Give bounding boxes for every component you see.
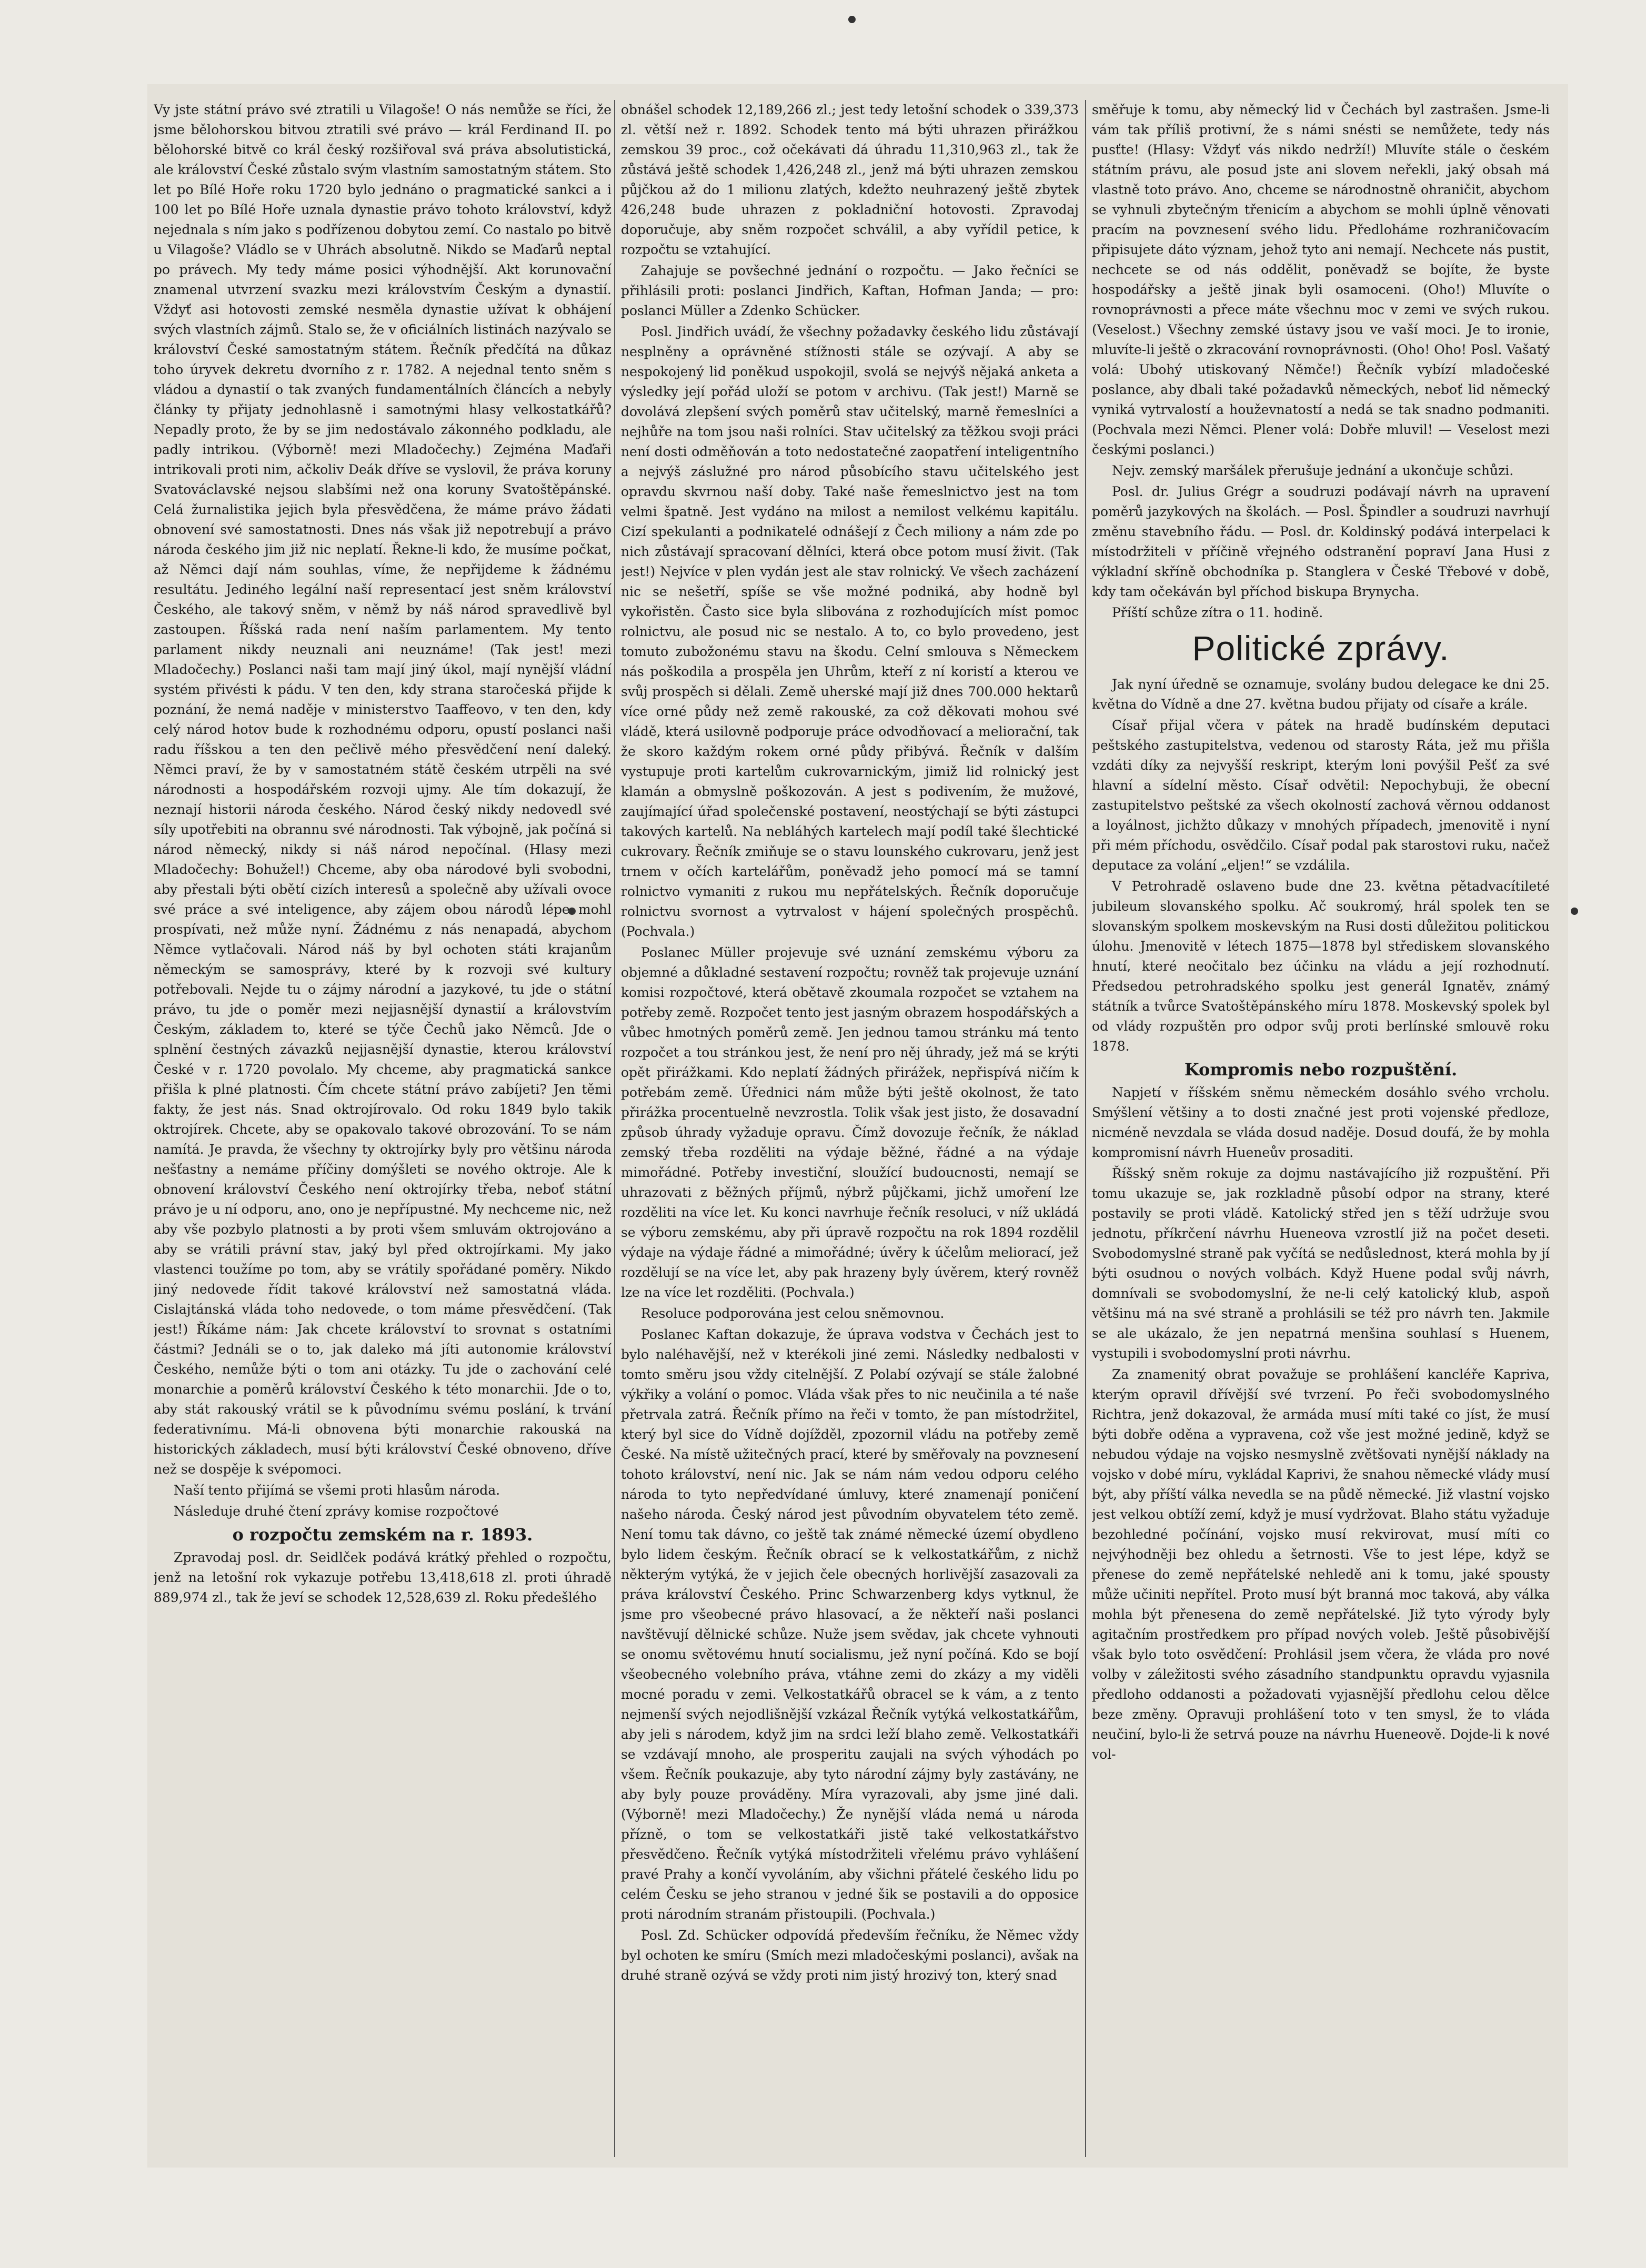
article-heading: o rozpočtu zemském na r. 1893.: [232, 1525, 533, 1545]
article-paragraph: Za znamenitý obrat považuje se prohlášení kancléře Kapriva, kterým opravil dřívější své tvrzení. Po řeči svobodomyslného Richtra, jenž dokazoval, že armáda musí míti také co jíst, že musí býti dobře oděna a vypravena, což vše jest možné jedině, když se nebudou výdaje na vojsko nesmyslně zvětšovati nynější náklady na vojsko v dobé míru, vykládal Kaprivi, že snahou německé vlády musí být, aby příští válka nevedla se na půdě německé. Již vlastní vojsko jest velkou obtíží zemí, když je musí vydržovat. Blaho státu vyžaduje bezohledné počínání, vojsko musí rekvirovat, musí míti co nejvýhodněji bez ohledu a šetrnosti. Vše to jest lépe, když se přenese do země nepřátelské nehledě ani k tomu, jaké spousty může učiniti nepřítel. Proto musí být branná moc taková, aby válka mohla být přenesena do země nepřátelské. Již tyto výrody byly agitačním prostředkem pro případ nových voleb. Ještě působivější však bylo toto osvědčení: Prohlásil jsem včera, že vláda pro nové volby v záležitosti svého zásadního standpunktu opravdu vyjasnila předloho oddanosti a požadovati vyjasnější předlohu celou dělce beze změny. Opravuji prohlášení toto v ten smysl, že to vláda neučiní, bylo-li že setrvá pouze na návrhu Hueneově. Dojde-li k nové vol-: [1092, 1367, 1550, 1762]
article-paragraph: Posl. Jindřich uvádí, že všechny požadavky českého lidu zůstávají nesplněny a oprávněné stížnosti stále se ozývají. A aby se nespokojený lid poněkud uspokojil, svolá se nejvýš nějaká anketa a výsledky její pořád uloží se potom v archivu. (Tak jest!) Marně se dovolává zlepšení svých poměrů stav učitelský, marně řemeslníci a nejhůře na tom jsou naši rolníci. Stav učitelský za těžkou svoji práci není dosti odměňován a toto nedostatečné zaopatření inteligentního a nejvýš záslužné pro národ působícího stavu učitelského jest opravdu skvrnou naší doby. Také naše řemeslnictvo jest na tom velmi špatně. Jest vydáno na milost a nemilost velkému kapitálu. Cizí spekulanti a podnikatelé odnášejí z Čech miliony a nám zde po nich zůstávají spracovaní dělníci, která obce potom musí živit. (Tak jest!) Nejvíce v plen vydán jest ale stav rolnický. Ve všech zacházení nic se nešetří, spíše se vše možné podniká, aby hodně byl vykořistěn. Často sice byla slibována z rozhodujících míst pomoc rolnictvu, ale posud nic se nestalo. A to, co bylo provedeno, jest tomuto zubožonému stavu na škodu. Celní smlouva s Německem nás poškodila a prospěla jen Uhrům, kteří z ní koristí a kterou ve svůj prospěch si dělali. Země uherské mají již dnes 700.000 hektarů více orné půdy než země rakouské, za což děkovati mohou své vládě, která usilovně podporuje práce odvodňovací a meliorační, tak že skoro každým rokem orné půdy přibývá. Řečník v dalším vystupuje proti kartelům cukrovarnickým, jimiž lid rolnický jest klamán a obmyslně poškozován. A jest s podivením, že mužové, zaujímající úřad společenské postavení, neostýchají se býti zástupci takových kartelů. Na nebláhých kartelech mají podíl také šlechtické cukrovary. Řečník zmiňuje se o stavu lounského cukrovaru, jenž jest trnem v očích kartelářům, poněvadž jeho pomocí má se tamní rolnictvo vymaniti z rukou mu nepřátelských. Řečník doporučuje rolnictvu svornost a vytrvalost v hájení společných prospěchů. (Pochvala.): [621, 324, 1079, 939]
article-paragraph: V Petrohradě oslaveno bude dne 23. května pětadvacítileté jubileum slovanského spolku. Ač soukromý, hrál spolek ten se slovanským spolkem moskevským na Rusi dosti důležitou politickou úlohu. Jmenovitě v létech 1875—1878 byl střediskem slovanského hnutí, které neočitalo bez účinku na vládu a její rozhodnutí. Předsedou petrohradského spolku jest generál Ignatěv, známý státník a tvůrce Svatoštěpánského míru 1878. Moskevský spolek byl od vlády rozpuštěn pro odpor svůj proti berlínské smlouvě roku 1878.: [1092, 879, 1550, 1054]
section-title: Politické zprávy.: [1192, 629, 1450, 668]
article-paragraph: Příští schůze zítra o 11. hodině.: [1112, 605, 1323, 620]
article-paragraph: Naší tento přijímá se všemi proti hlasům národa.: [174, 1483, 500, 1498]
article-paragraph: Říšský sněm rokuje za dojmu nastávajícího již rozpuštění. Při tomu ukazuje se, jak rozkladně působí odpor na strany, které postavily se proti vládě. Katolický střed jen s těží udržuje svou jednotu, příkrčení návrhu Hueneova vzrostlí již na počet deseti. Svobodomyslné straně pak vyčítá se nedůslednost, která mohla by jí býti osudnou o nových volbách. Když Huene podal svůj návrh, domnívali se svobodomyslní, že ne-li celý katolický klub, aspoň většinu má na své straně a prohlásili se též pro návrh ten. Jakmile se ale ukázalo, že jen nepatrná menšina souhlasí s Huenem, vystupili i svobodomyslní proti návrhu.: [1092, 1166, 1550, 1361]
article-heading: Kompromis nebo rozpuštění.: [1184, 1060, 1458, 1080]
column-divider: [1085, 100, 1086, 2157]
article-paragraph: Napjetí v říšském sněmu německém dosáhlo svého vrcholu. Smýšlení většiny a to dosti značné jest proti vojenské předloze, nicméně nevzdala se vláda dosud naděje. Dosud doufá, že by mohla kompromisní návrh Hueneův prosaditi.: [1092, 1085, 1550, 1160]
article-paragraph: Posl. dr. Julius Grégr a soudruzi podávají návrh na upravení poměrů jazykových na školách. — Posl. Špindler a soudruzi navrhují změnu stavebního řádu. — Posl. dr. Koldinský podává interpelaci k místodržiteli v příčině vřejného odstranění popraví Jana Husi z výkladní skříně obchodníka p. Stanglera v České Třebové v době, kdy tam očekáván byl příchod biskupa Brynycha.: [1092, 484, 1550, 599]
column-right: [1092, 100, 1550, 2152]
article-paragraph: směřuje k tomu, aby německý lid v Čechách byl zastrašen. Jsme-li vám tak příliš protivní, že s námi snésti se nemůžete, tedy nás pusťte! (Hlasy: Vždyť vás nikdo nedrží!) Mluvíte stále o českém státním právu, ale posud jste ani slovem neřekli, jaký obsah má vlastně toto právo. Ano, chceme se národnostně ohraničit, abychom se vyhnuli zbytečným třenicím a abychom se mohli úplně věnovati pracím na povznesení svého lidu. Předloháme rozhraničovacím připisujete dáto význam, jehož tyto ani nemají. Nechcete nás pustit, nechcete se od nás oddělit, poněvadž se bojíte, že byste hospodářsky a ještě jinak byli osamoceni. (Oho!) Mluvíte o rovnoprávnosti a přece máte všechnu moc v zemi ve svých rukou. (Veselost.) Všechny zemské ústavy jsou ve vaší moci. Je to ironie, mluvíte-li ještě o zkracování rovnoprávnosti. (Oho! Oho! Posl. Vašatý volá: Ubohý utiskovaný Němče!) Řečník vybízí mladočeské poslance, aby dbali také požadavků německých, neboť lid německý vyniká vytrvalostí a houževnatostí a nedá se tak snadno podmaniti. (Pochvala mezi Němci. Plener volá: Dobře mluvil! — Veselost mezi českými poslanci.): [1092, 102, 1550, 457]
article-paragraph: obnášel schodek 12,189,266 zl.; jest tedy letošní schodek o 339,373 zl. větší než r. 1892. Schodek tento má býti uhrazen přirážkou zemskou 39 proc., což očekávati dá úhradu 11,310,963 zl., tak že zůstává ještě schodek 1,426,248 zl., jenž má býti uhrazen zemskou půjčkou až do 1 milionu zlatých, kdežto neuhrazený ještě zbytek 426,248 bude uhrazen z pokladniční hotovosti. Zpravodaj doporučuje, aby sněm rozpočet schválil, a aby vyřídil petice, k rozpočtu se vztahující.: [621, 102, 1079, 257]
print-mark: [848, 16, 856, 23]
article-paragraph: Nejv. zemský maršálek přerušuje jednání a ukončuje schůzi.: [1112, 463, 1514, 478]
article-paragraph: Poslanec Müller projevuje své uznání zemskému výboru za objemné a důkladné sestavení rozpočtu; rovněž tak projevuje uznání komisi rozpočtové, která obětavě zkoumala rozpočet se vztahem na potřeby země. Rozpočet tento jest jasným obrazem hospodářských a vůbec hmotných poměrů země. Jen jednou tamou stránku má tento rozpočet a tou stránkou jest, že není pro něj úhrady, jež má se krýti opět přirážkami. Kdo neplatí žádných přirážek, nepřispívá ničím k potřebám země. Úřednici nám může býti ještě okolnost, že tato přirážka procentuelně nevzrostla. Tolik však jest jisto, že dosavadní způsob úhrady vyžaduje opravu. Čímž dovozuje řečník, že náklad zemský třeba rozděliti na výdaje běžné, řádné a na výdaje mimořádné. Potřeby investiční, sloužící budoucnosti, nemají se uhrazovati z běžných příjmů, nýbrž půjčkami, jichž umoření lze rozděliti na více let. Ku konci navrhuje řečník resoluci, v níž ukládá se výboru zemskému, aby při úpravě rozpočtu na rok 1894 rozdělil výdaje na výdaje řádné a mimořádné; úvěry k účelům meliorací, jež rozdělují se na více let, aby pak hrazeny byly úvěrem, který rovněž lze na více let rozděliti. (Pochvala.): [621, 945, 1079, 1300]
article-paragraph: Jak nyní úředně se oznamuje, svolány budou delegace ke dni 25. května do Vídně a dne 27. května budou přijaty od císaře a krále.: [1092, 677, 1550, 712]
column-divider: [614, 100, 615, 2157]
article-paragraph: Zahajuje se povšechné jednání o rozpočtu. — Jako řečníci se přihlásili proti: poslanci Jindřich, Kaftan, Hofman Janda; — pro: poslanci Müller a Zdenko Schücker.: [621, 263, 1079, 318]
article-paragraph: Posl. Zd. Schücker odpovídá především řečníku, že Němec vždy byl ochoten ke smíru (Smích mezi mladočeskými poslanci), avšak na druhé straně ozývá se vždy proti nim jistý hrozivý ton, který snad: [621, 1928, 1079, 1983]
article-paragraph: Vy jste státní právo své ztratili u Vilagoše! O nás nemůže se říci, že jsme bělohorskou bitvou ztratili své právo — král Ferdinand II. po bělohorské bitvě co král český rozšiřoval svá práva absolutistická, ale království České zůstalo svým vlastním samostatným státem. Sto let po Bílé Hoře roku 1720 bylo jednáno o pragmatické sankci a i 100 let po Bílé Hoře uznala dynastie právo tohoto království, když nejednala s ním jako s podřízenou dobytou zemí. Co nastalo po bitvě u Vilagoše? Vládlo se v Uhrách absolutně. Nikdo se Maďarů neptal po právech. My tedy máme posici výhodnější. Akt korunovační znamenal utvrzení svazku mezi královstvím Českým a dynastií. Vždyť asi hotovosti zemské nesměla dynastie užívat k obhájení svých vlastních zájmů. Stalo se, že v oficiálních listinách nazývalo se království České samostatným státem. Řečník předčítá na důkaz toho úryvek dekretu dvorního z r. 1782. A nejednal tento sněm s vládou a dynastií o tak zvaných fundamentálních článcích a nebyly články ty přijaty jednohlasně i samotnými hlasy velkostatkářů? Nepadly proto, že by se jim nedostávalo zákonného podkladu, ale padly intrikou. (Výborně! mezi Mladočechy.) Zejména Maďaři intrikovali proti nim, ačkoliv Deák dříve se vyslovil, že práva koruny Svatováclavské nejsou slabšími než ona koruny Svatoštěpánské. Celá žurnalistika jejich byla přesvědčena, že máme právo žádati obnovení své samostatnosti. Dnes nás však již nepotrebují a právo národa českého jim již nic neplatí. Řekne-li kdo, že musíme počkat, až Němci dají nám souhlas, víme, že nepřijdeme k žádnému resultátu. Jediného legální naší representací jest sněm království Českého, ale takový sněm, v němž by náš národ spravedlivě byl zastoupen. Říšská rada není naším parlamentem. My tento parlament nikdy neuznali ani neuznáme! (Tak jest! mezi Mladočechy.) Poslanci naši tam mají jiný úkol, mají nynější vládní systém přivésti k pádu. V ten den, kdy strana staročeská přijde k poznání, že nemá naděje v ministerstvo Taaffeovo, v ten den, kdy celý národ hotov bude k rozhodnému odporu, opustí poslanci naši radu říšskou a ten den pečlivě mého přesvědčení není daleký. Němci praví, že by v samostatném státě českém utrpěli na své národnosti a hospodářském rozvoji ujmy. Ale tím dokazují, že neznají historii národa českého. Národ český nikdy nedovedl své síly upotřebiti na obrannu své národnosti. Tak výbojně, jak počíná si národ německý, nikdy si náš národ nepočínal. (Hlasy mezi Mladočechy: Bohužel!) Chceme, aby oba národové byli svobodni, aby přestali býti obětí cizích interesů a společně aby užívali ovoce své práce a své inteligence, aby zájem obou národů lépe mohl prospívati, než může nyní. Žádnému z nás nenapadá, abychom Němce vytlačovali. Národ náš by byl ochoten státi krajanům německým se samosprávy, které by k rozvoji své kultury potřebovali. Nejde tu o zájmy národní a jazykové, tu jde o státní právo, tu jde o poměr mezi nejjasnější dynastií a královstvím Českým, základem to, které se týče Čechů jako Němců. Jde o splnění čestných závazků nejjasnější dynastie, kterou království České v r. 1720 povolalo. My chceme, aby pragmatická sankce přišla k plné platnosti. Čím chcete státní právo zabíjeti? Jen těmi fakty, že jest nás. Snad oktrojírovalo. Od roku 1849 bylo takik oktrojírek. Chcete, aby se opakovalo takové obrozování. To se nám namítá. Je pravda, že všechny ty oktrojírky byly pro většinu národa nešťastny a nemáme příčiny domýšleti se nového oktroje. Ale k obnovení království Českého není oktrojírky třeba, neboť státní právo je u ní odporu, ano, ono je nepřípustné. My nechceme nic, než aby vše pozbylo platnosti a by proti všem smluvám oktrojováno a aby se vrátili právní stav, jaký byl před oktrojírkami. My jako vlastenci toužíme po tom, aby se vrátily spořádané poměry. Nikdo jiný nedovede řídit takové království než samostatná vláda. Cislajtánská vláda toho nedovede, o tom máme přesvědčení. (Tak jest!) Říkáme nám: Jak chcete království to srovnat s ostatními částmi? Jednáli se o to, jak daleko má jíti autonomie království Českého, nemůže býti o tom ani otázky. Tu jde o zachování celé monarchie a poměrů království Českého k této monarchii. Jde o to, aby stát rakouský vrátil se k původnímu svému poslání, k trvání federativnímu. Má-li obnovena býti monarchie rakouská na historických základech, musí býti království České obnoveno, dříve než se dospěje k svépomoci.: [154, 102, 611, 1477]
article-paragraph: Zpravodaj posl. dr. Seidlček podává krátký přehled o rozpočtu, jenž na letošní rok vykazuje potřebu 13,418,618 zl. proti úhradě 889,974 zl., tak že jeví se schodek 12,528,639 zl. Roku předešlého: [154, 1550, 611, 1605]
article-paragraph: Poslanec Kaftan dokazuje, že úprava vodstva v Čechách jest to bylo naléhavější, než v kterékoli jiné zemi. Následky nedbalosti v tomto směru jsou vždy citelnější. Z Polabí ozývají se stále žalobné výkřiky a volání o pomoc. Vláda však přes to nic neučinila a té naše přetrvala zatrá. Řečník přímo na řeči v tomto, že pan místodržitel, který byl sice do Vídně dojížděl, zpozornil vládu na potřeby země České. Na místě užitečných prací, které by směřovaly na povznesení tohoto království, není nic. Jak se nám nám vedou odporu celého národa to tyto nepředvídané úmluvy, které znamenají poničení našeho národa. Český národ jest původním obyvatelem této země. Není tomu tak dávno, co ještě tak známé německé území obydleno bylo lidem českým. Řečník obrací se k velkostatkářům, z nichž některým vytýká, že v jejich čele obecných horlivější zasazovali za práva království Českého. Princ Schwarzenberg kdys vytknul, že jsme pro všeobecné právo hlasovací, a že někteří naši poslanci navštěvují dělnické schůze. Nuže jsem svědav, jak chcete vyhnouti se onomu světovému hnutí socialismu, jež nyní počíná. Kdo se bojí všeobecného volebního práva, vtáhne zemi do zkázy a my viděli mocné poradu v zemi. Velkostatkářů obracel se k vám, a z tento nejmenší svých nejodlišnější vzkázal Řečník vytýká velkostatkářům, aby jeli s národem, když jim na srdci leží blaho země. Velkostatkáři se vzdávají mnoho, ale prosperitu zaujali na svých výhodách po všem. Řečník poukazuje, aby tyto národní zájmy byly zastávány, ne aby byly pouze prováděny. Míra vyrazovali, aby jsme jiné dali. (Výborně! mezi Mladočechy.) Že nynější vláda nemá u národa přízně, o tom se velkostatkáři jistě také velkostatkářstvo přesvědčeno. Řečník vytýká místodržiteli vřelému právo vyhlášení pravé Prahy a končí vyvoláním, aby všichni přátelé českého lidu po celém Česku se jeho stranou v jedné šik se postavili a do opposice proti národním stranám přistoupili. (Pochvala.): [621, 1327, 1079, 1922]
column-left: [154, 100, 611, 2152]
article-paragraph: Císař přijal včera v pátek na hradě budínském deputaci peštského zastupitelstva, vedenou od starosty Ráta, jež mu přišla vzdáti díky za nejvyšší reskript, kterým loni povýšil Pešť za své hlavní a sídelní město. Císař odvětil: Nepochybuji, že obecní zastupitelstvo peštské za všech okolností zachová věrnou oddanost a loyálnost, jichžto důkazy v mnohých případech, jmenovitě i nyní při mém příchodu, osvědčilo. Císař podal pak starostovi ruku, načež deputace za volání „eljen!“ se vzdálila.: [1092, 718, 1550, 873]
article-paragraph: Následuje druhé čtení zprávy komise rozpočtové: [174, 1504, 499, 1519]
print-mark: [1571, 908, 1578, 915]
column-middle: [621, 100, 1079, 2152]
article-paragraph: Resoluce podporována jest celou sněmovnou.: [641, 1306, 945, 1321]
